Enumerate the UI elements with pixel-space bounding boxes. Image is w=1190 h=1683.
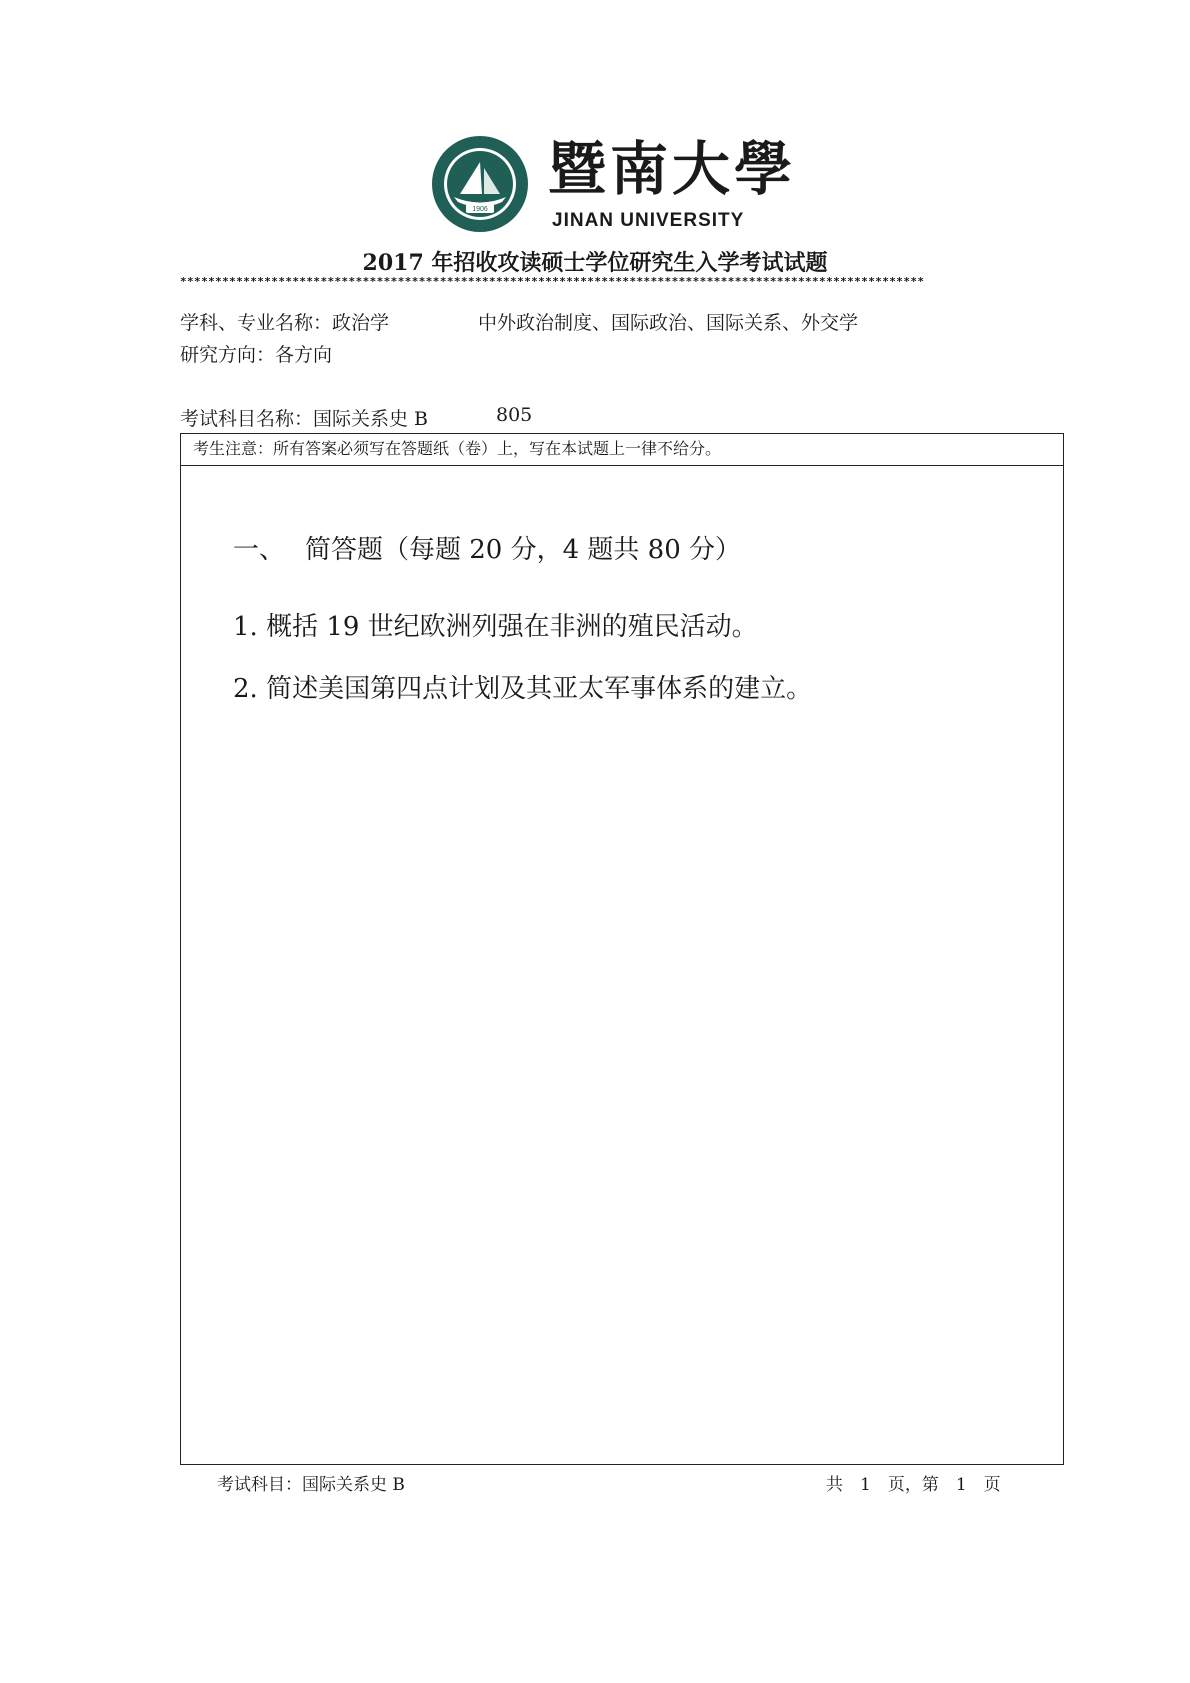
university-name-cn: 暨南大學 [548, 135, 797, 203]
subject-label: 学科、专业名称：政治学 [180, 312, 390, 334]
emblem-year: 1906 [472, 206, 488, 213]
university-logo [430, 130, 797, 235]
section-heading [233, 529, 741, 566]
footer-course: 考试科目：国际关系史 B [217, 1475, 405, 1495]
course-code: 805 [496, 404, 533, 426]
star-separator: ********************************************************************************************************** [180, 277, 925, 287]
question-item: 1. 概括 19 世纪欧洲列强在非洲的殖民活动。 [233, 612, 758, 642]
exam-box [180, 433, 1064, 1465]
research-direction: 研究方向：各方向 [180, 344, 333, 366]
subject-majors: 中外政治制度、国际政治、国际关系、外交学 [478, 312, 859, 334]
university-emblem-icon [430, 134, 530, 234]
exam-notice: 考生注意：所有答案必须写在答题纸（卷）上，写在本试题上一律不给分。 [181, 434, 1063, 466]
question-item: 2. 简述美国第四点计划及其亚太军事体系的建立。 [233, 674, 813, 704]
exam-title: 2017 年招收攻读硕士学位研究生入学考试试题 [362, 250, 828, 276]
university-name-en: JINAN UNIVERSITY [552, 210, 745, 231]
footer-page-info: 共 1 页，第 1 页 [826, 1475, 1001, 1495]
course-name: 考试科目名称：国际关系史 B [180, 408, 429, 430]
section-number: 一、 [233, 535, 286, 565]
section-title: 简答题（每题 20 分，4 题共 80 分） [305, 535, 742, 565]
